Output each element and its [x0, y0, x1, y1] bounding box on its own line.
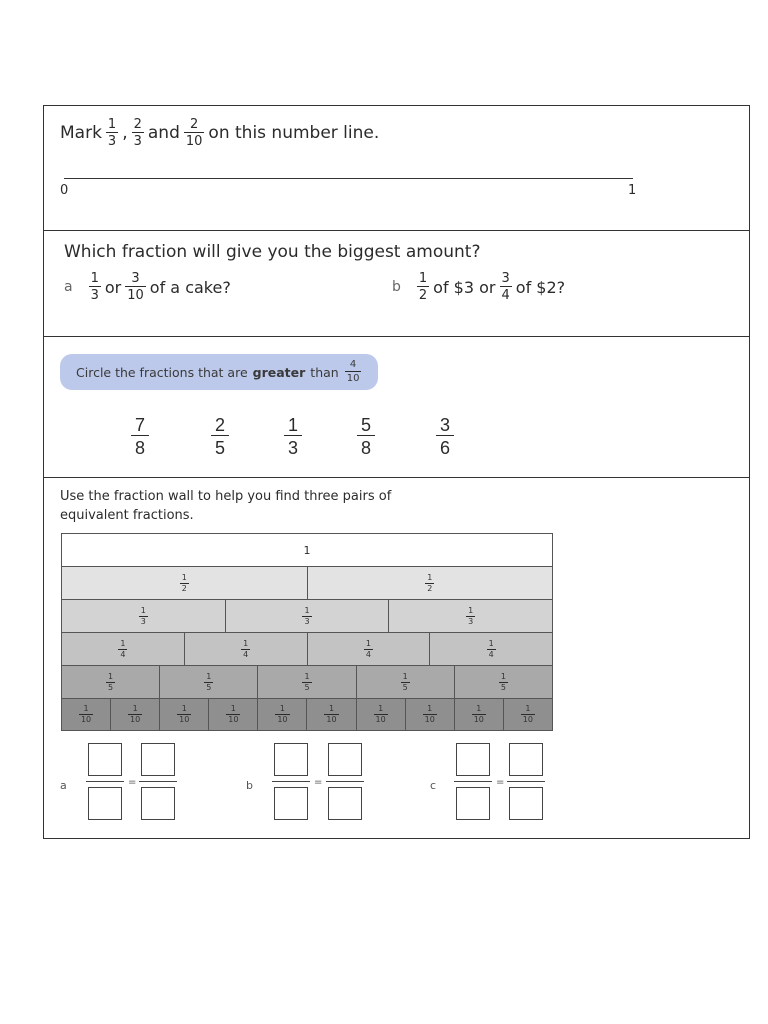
wall-fraction: $\frac{1}{4}$: [243, 638, 249, 659]
option-fraction[interactable]: $\frac{3}{6}$: [436, 416, 454, 457]
fraction-bar: [86, 781, 124, 782]
denominator-box[interactable]: [456, 787, 490, 820]
equals-sign: =: [128, 777, 137, 788]
equals-sign: =: [314, 777, 323, 788]
wall-fraction: $\frac{1}{3}$: [304, 605, 310, 626]
wall-fraction: $\frac{1}{10}$: [326, 704, 337, 724]
wall-cell[interactable]: [307, 567, 553, 599]
wall-fraction: $\frac{1}{10}$: [179, 704, 190, 724]
numerator-box[interactable]: [274, 743, 308, 776]
prompt-prefix: Mark: [60, 123, 102, 143]
wall-cell[interactable]: [159, 699, 208, 730]
wall-cell[interactable]: [356, 699, 405, 730]
fraction-three-tenths[interactable]: $\frac{3}{10}$: [127, 271, 144, 303]
denominator-box[interactable]: [141, 787, 175, 820]
question-biggest-amount: [44, 230, 749, 336]
wall-cell[interactable]: [454, 666, 552, 698]
wall-cell[interactable]: [454, 699, 503, 730]
instruction-pill: Circle the fractions that are greater than $\frac{4}{10}$: [60, 354, 378, 390]
wall-row-2: [61, 566, 553, 599]
wall-fraction: $\frac{1}{10}$: [522, 704, 533, 724]
equivalent-pair-a: [60, 743, 190, 823]
wall-fraction: $\frac{1}{10}$: [473, 704, 484, 724]
fraction-answer-left: [88, 743, 124, 820]
wall-fraction: $\frac{1}{5}$: [206, 671, 212, 692]
wall-fraction: $\frac{1}{10}$: [130, 704, 141, 724]
wall-row-10: [61, 698, 553, 731]
wall-fraction: $\frac{1}{3}$: [140, 605, 146, 626]
fraction-answer-right: [328, 743, 364, 820]
wall-cell[interactable]: [110, 699, 159, 730]
wall-cell[interactable]: [62, 600, 225, 632]
wall-row-5: [61, 665, 553, 698]
denominator-box[interactable]: [509, 787, 543, 820]
fraction-bar: [326, 781, 364, 782]
wall-cell[interactable]: [225, 600, 389, 632]
equivalent-pair-b: [246, 743, 376, 823]
wall-cell[interactable]: [306, 699, 355, 730]
wall-cell[interactable]: [208, 699, 257, 730]
fraction-one-half[interactable]: $\frac{1}{2}$: [418, 271, 428, 303]
fraction-wall-prompt: Use the fraction wall to help you find three pairs of equivalent fractions.: [60, 489, 392, 523]
wall-cell-whole: 1: [303, 543, 311, 557]
wall-fraction: $\frac{1}{10}$: [424, 704, 435, 724]
question-circle-greater: [44, 336, 749, 477]
worksheet: [43, 105, 750, 839]
wall-fraction: $\frac{1}{3}$: [468, 605, 474, 626]
pair-letter: a: [60, 779, 67, 792]
option-fraction[interactable]: $\frac{2}{5}$: [211, 416, 229, 457]
wall-fraction: $\frac{1}{10}$: [375, 704, 386, 724]
pair-letter: b: [246, 779, 253, 792]
number-line-end-label: 1: [628, 183, 637, 198]
wall-cell[interactable]: [62, 699, 110, 730]
numerator-box[interactable]: [141, 743, 175, 776]
wall-cell[interactable]: [429, 633, 552, 665]
equals-sign: =: [496, 777, 505, 788]
fraction-bar: [139, 781, 177, 782]
wall-fraction: $\frac{1}{4}$: [488, 638, 494, 659]
numerator-box[interactable]: [88, 743, 122, 776]
number-line[interactable]: [64, 178, 633, 179]
wall-cell[interactable]: [159, 666, 257, 698]
question-fraction-wall: [44, 477, 749, 839]
number-line-prompt: Mark $\frac{1}{3}$ , $\frac{2}{3}$ and $\frac{2}{10}$ on this number line.: [60, 117, 380, 149]
part-b: b $\frac{1}{2}$ of $3 or $\frac{3}{4}$ of $2?: [392, 271, 566, 303]
fraction-two-tenths: $\frac{2}{10}$: [185, 117, 203, 149]
wall-cell[interactable]: [62, 666, 159, 698]
fraction-answer-left: [456, 743, 492, 820]
fraction-two-thirds: $\frac{2}{3}$: [133, 117, 142, 149]
wall-fraction: $\frac{1}{5}$: [304, 671, 310, 692]
denominator-box[interactable]: [274, 787, 308, 820]
numerator-box[interactable]: [328, 743, 362, 776]
fraction-one-third[interactable]: $\frac{1}{3}$: [90, 271, 99, 303]
fraction-one-third: $\frac{1}{3}$: [107, 117, 117, 149]
question-number-line: [44, 106, 749, 230]
wall-cell[interactable]: [257, 666, 355, 698]
wall-row-4: [61, 632, 553, 665]
fraction-three-quarters[interactable]: $\frac{3}{4}$: [501, 271, 510, 303]
fraction-bar: [507, 781, 545, 782]
wall-fraction: $\frac{1}{10}$: [277, 704, 288, 724]
part-a: a $\frac{1}{3}$ or $\frac{3}{10}$ of a cake?: [64, 271, 231, 303]
denominator-box[interactable]: [328, 787, 362, 820]
wall-cell[interactable]: [356, 666, 454, 698]
reference-fraction: $\frac{4}{10}$: [346, 359, 360, 384]
wall-cell[interactable]: [307, 633, 430, 665]
wall-fraction: $\frac{1}{10}$: [228, 704, 239, 724]
wall-fraction: $\frac{1}{2}$: [181, 572, 187, 593]
wall-fraction: $\frac{1}{5}$: [500, 671, 506, 692]
option-fraction[interactable]: $\frac{1}{3}$: [284, 416, 302, 457]
pair-letter: c: [430, 779, 437, 792]
wall-fraction: $\frac{1}{5}$: [108, 671, 114, 692]
wall-cell[interactable]: [257, 699, 306, 730]
denominator-box[interactable]: [88, 787, 122, 820]
biggest-amount-prompt: Which fraction will give you the biggest amount?: [64, 242, 481, 262]
wall-row-whole: [61, 533, 553, 566]
equivalent-pair-c: [430, 743, 560, 823]
wall-cell[interactable]: [62, 633, 184, 665]
wall-cell[interactable]: [184, 633, 307, 665]
fraction-wall: [61, 533, 553, 731]
numerator-box[interactable]: [456, 743, 490, 776]
wall-fraction: $\frac{1}{5}$: [402, 671, 408, 692]
wall-fraction: $\frac{1}{10}$: [80, 704, 92, 724]
fraction-answer-right: [509, 743, 545, 820]
fraction-answer-left: [274, 743, 310, 820]
wall-cell[interactable]: [62, 567, 307, 599]
wall-fraction: $\frac{1}{2}$: [427, 572, 433, 593]
part-b-letter: b: [392, 279, 401, 295]
wall-fraction: $\frac{1}{4}$: [120, 638, 126, 659]
wall-cell[interactable]: [388, 600, 552, 632]
option-fraction[interactable]: $\frac{5}{8}$: [357, 416, 375, 457]
option-fraction[interactable]: $\frac{7}{8}$: [131, 416, 149, 457]
wall-cell[interactable]: [503, 699, 552, 730]
fraction-answer-right: [141, 743, 177, 820]
part-a-letter: a: [64, 279, 73, 295]
wall-fraction: $\frac{1}{4}$: [365, 638, 371, 659]
fraction-bar: [272, 781, 310, 782]
fraction-bar: [454, 781, 492, 782]
numerator-box[interactable]: [509, 743, 543, 776]
number-line-start-label: 0: [60, 183, 69, 198]
wall-row-3: [61, 599, 553, 632]
wall-cell[interactable]: [405, 699, 454, 730]
